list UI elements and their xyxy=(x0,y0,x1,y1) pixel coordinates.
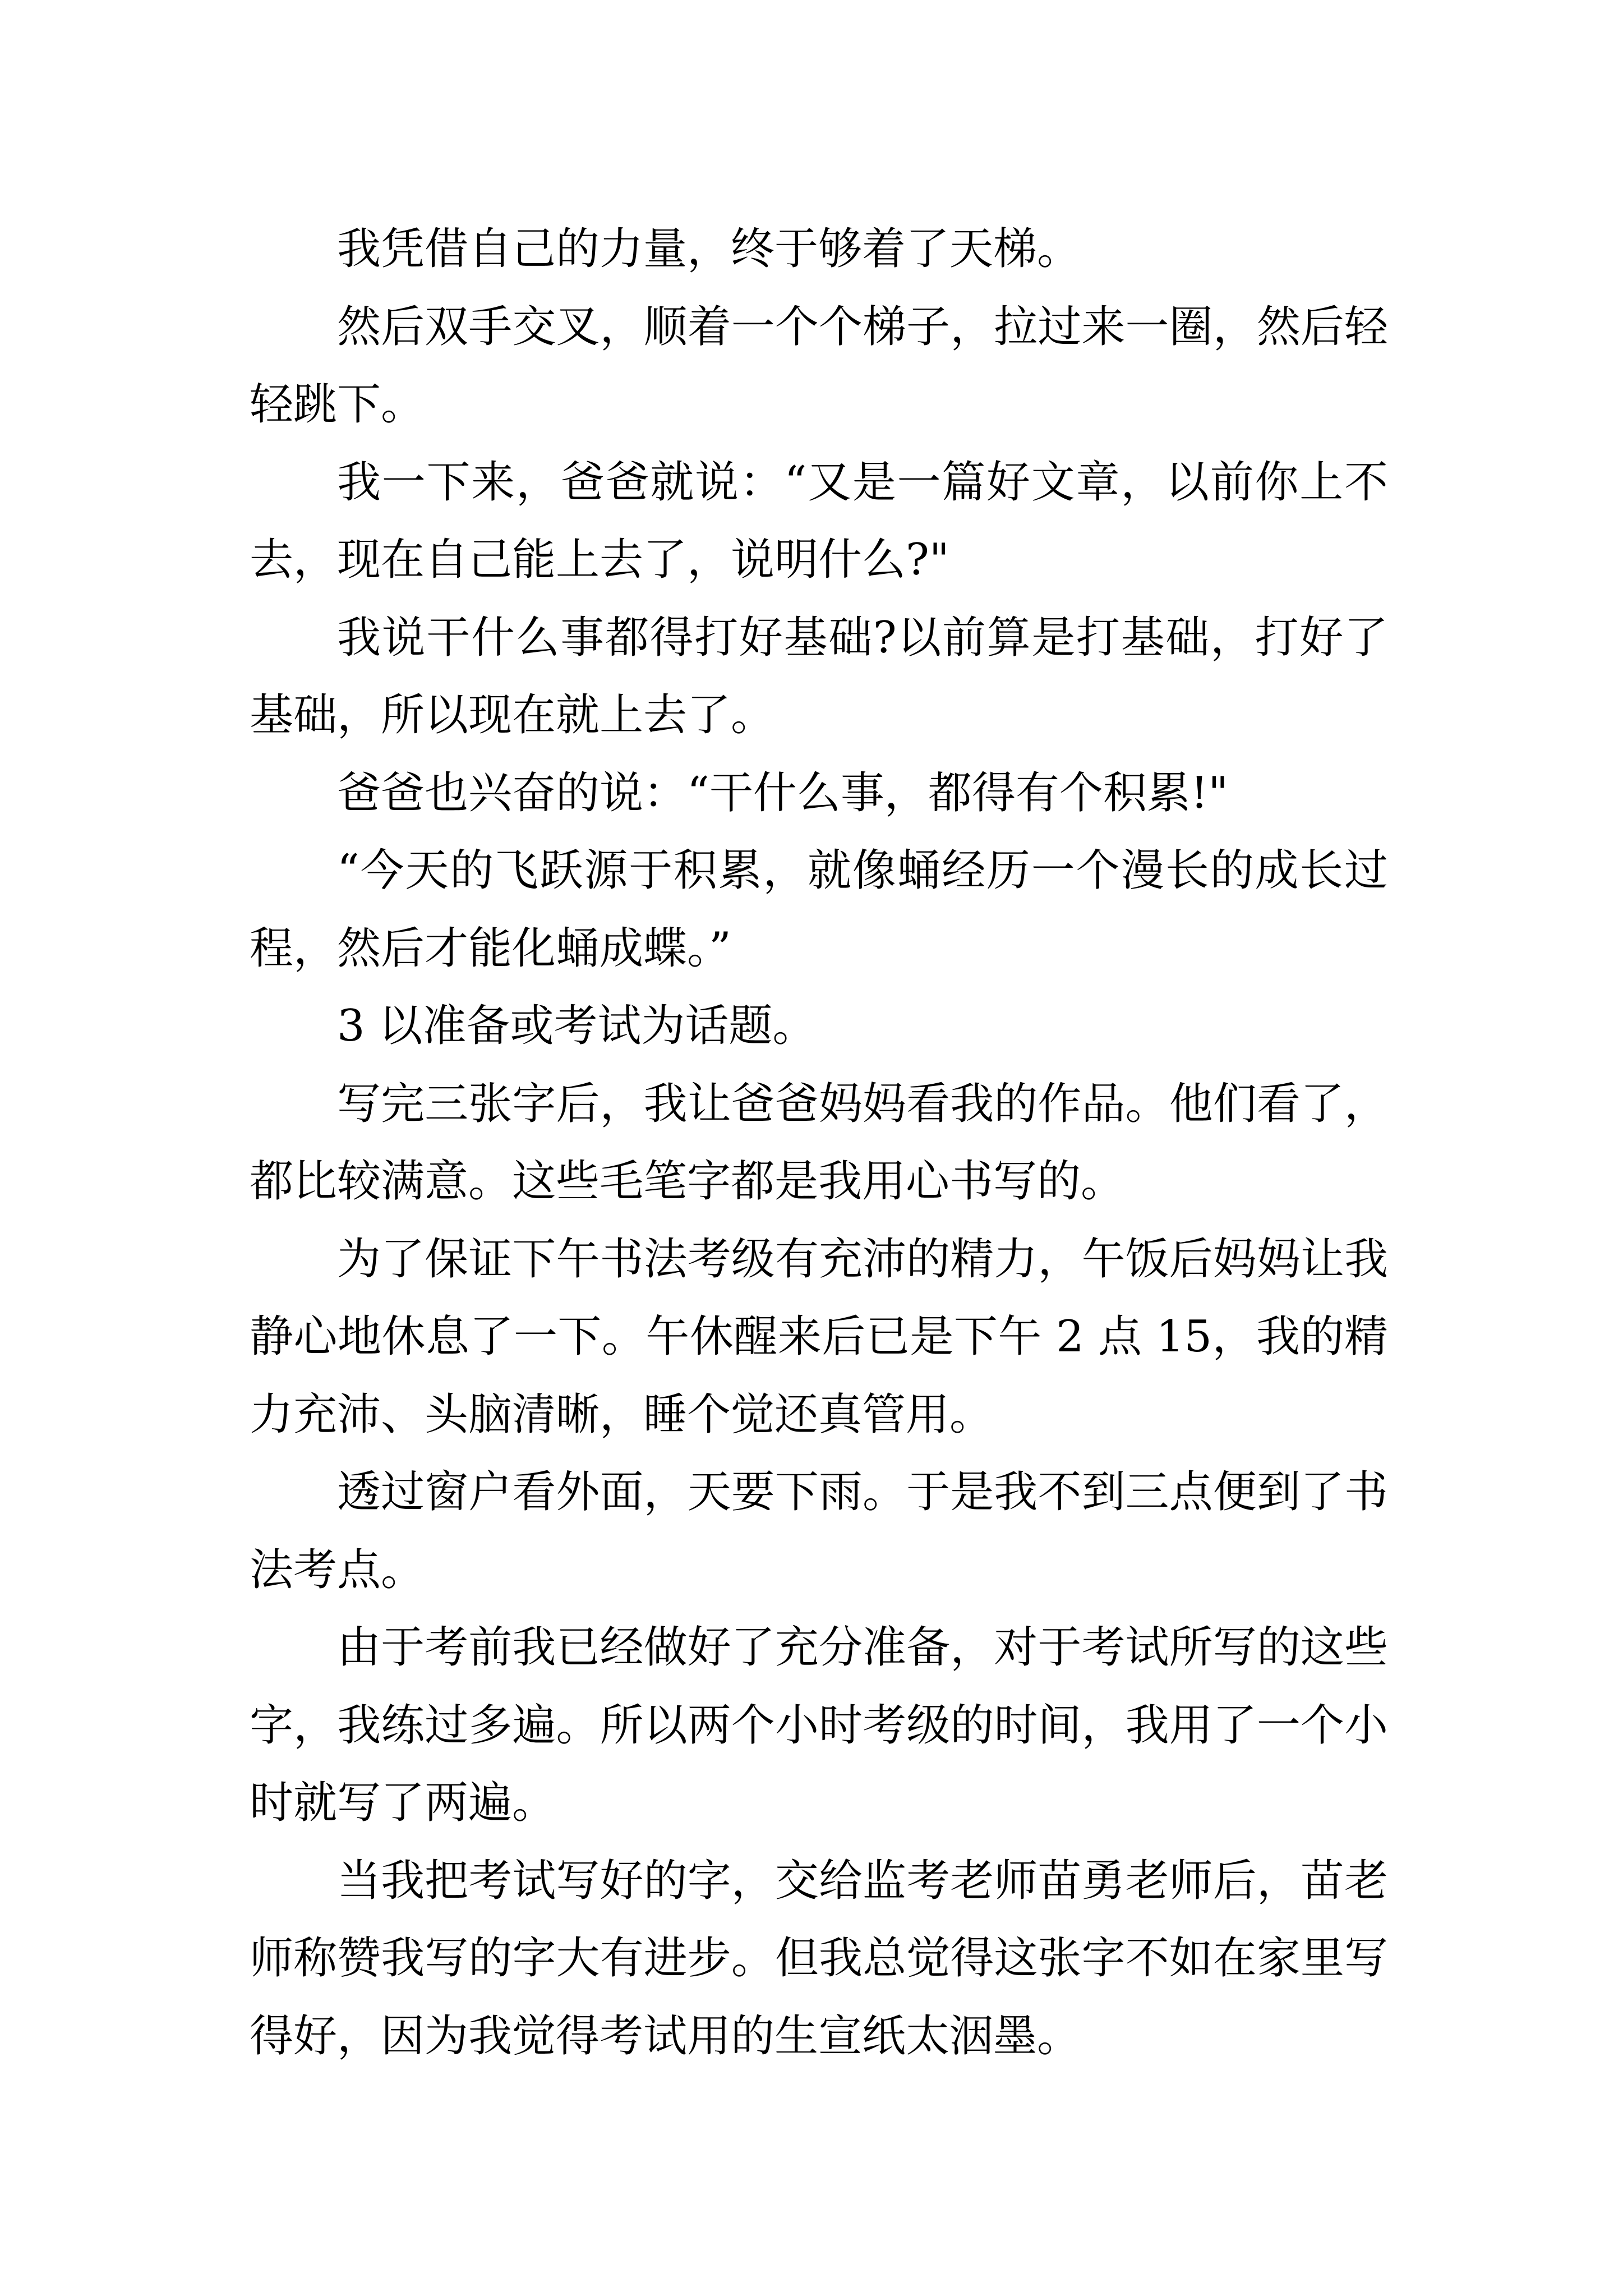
paragraph: 透过窗户看外面，天要下雨。于是我不到三点便到了书法考点。 xyxy=(250,1467,1388,1595)
document-body xyxy=(250,210,1388,2075)
paragraph: 然后双手交叉，顺着一个个梯子，拉过来一圈，然后轻轻跳下。 xyxy=(250,301,1388,430)
paragraph: 当我把考试写好的字，交给监考老师苗勇老师后，苗老师称赞我写的字大有进步。但我总觉得这张字不如在家里写得好，因为我觉得考试用的生宣纸太洇墨。 xyxy=(250,1855,1388,2062)
paragraph: 爸爸也兴奋的说：“干什么事，都得有个积累!" xyxy=(337,767,1229,818)
paragraph: 为了保证下午书法考级有充沛的精力，午饭后妈妈让我静心地休息了一下。午休醒来后已是下午 2 点 15，我的精力充沛、头脑清晰，睡个觉还真管用。 xyxy=(250,1234,1388,1440)
paragraph: 3 以准备或考试为话题。 xyxy=(337,1001,817,1051)
paragraph: 我凭借自己的力量，终于够着了天梯。 xyxy=(337,224,1081,274)
paragraph: 由于考前我已经做好了充分准备，对于考试所写的这些字，我练过多遍。所以两个小时考级的时间，我用了一个小时就写了两遍。 xyxy=(250,1622,1388,1828)
paragraph: 我说干什么事都得打好基础?以前算是打基础，打好了基础，所以现在就上去了。 xyxy=(250,612,1388,740)
paragraph: 写完三张字后，我让爸爸妈妈看我的作品。他们看了，都比较满意。这些毛笔字都是我用心书写的。 xyxy=(250,1078,1388,1207)
paragraph: “今天的飞跃源于积累，就像蛹经历一个漫长的成长过程，然后才能化蛹成蝶。” xyxy=(250,845,1388,974)
paragraph: 我一下来，爸爸就说：“又是一篇好文章，以前你上不去，现在自己能上去了，说明什么?" xyxy=(250,457,1388,585)
